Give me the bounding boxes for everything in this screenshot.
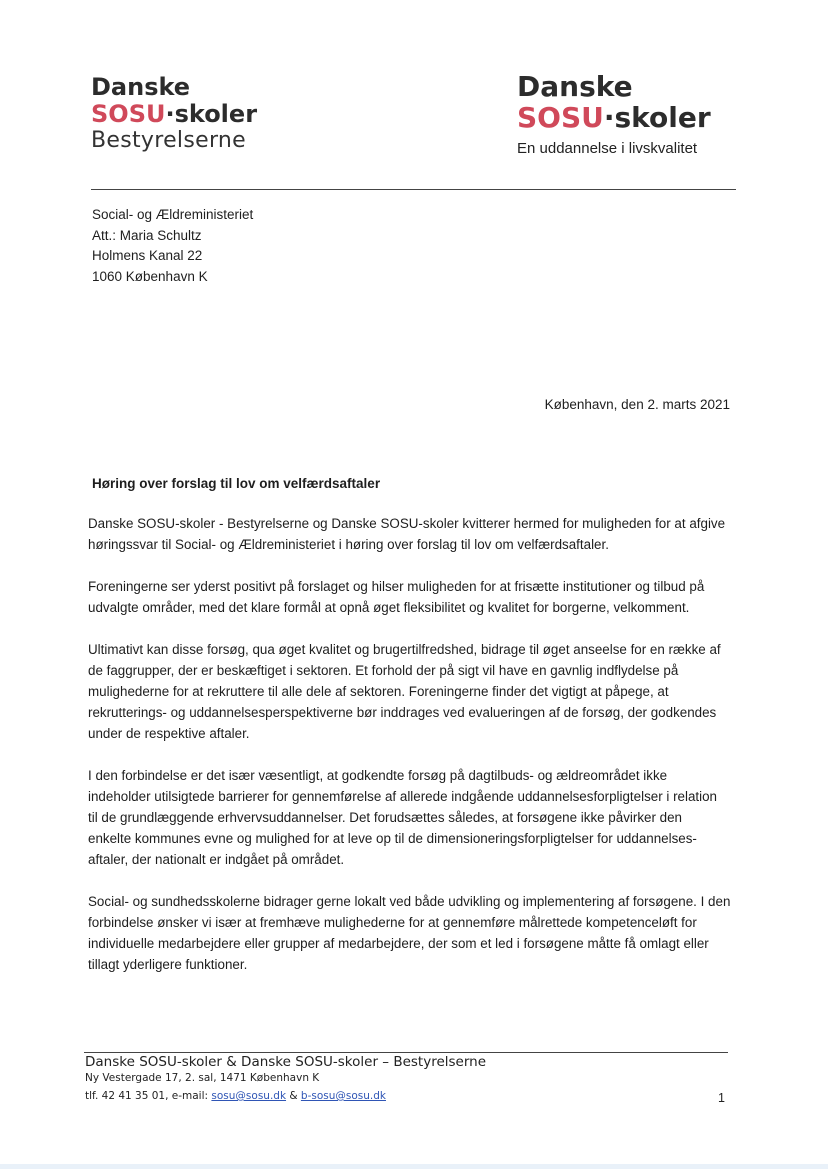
body-line: Danske SOSU-skoler - Bestyrelserne og Danske SOSU-skoler kvitterer hermed for muligheden for at afgive — [88, 516, 726, 531]
letter-date: København, den 2. marts 2021 — [544, 397, 730, 412]
paragraph — [88, 576, 738, 618]
footer-phone: tlf. 42 41 35 01, e-mail: — [85, 1090, 212, 1102]
logo-left-line2 — [91, 102, 257, 126]
footer-street: Ny Vestergade 17, 2. sal, 1471 København K — [85, 1072, 320, 1084]
body-line: aftaler, der nationalt er indgået på området. — [88, 852, 345, 867]
recipient-address — [92, 205, 253, 287]
header-divider — [91, 189, 736, 190]
body-line: enkelte kommunes evne og mulighed for at leve op til de dimensioneringsforpligtelser for uddannelses- — [88, 831, 697, 846]
footer-amp: & — [286, 1090, 301, 1102]
logo-right-line1: Danske — [517, 70, 633, 103]
logo-left-skoler: skoler — [174, 100, 258, 128]
body-line: I den forbindelse er det især væsentligt, at godkendte forsøg på dagtilbuds- og ældreområdet ikke — [88, 768, 668, 783]
paragraph — [88, 639, 738, 744]
body-line: under de respektive aftaler. — [88, 726, 250, 741]
logo-danske-sosu-skoler — [517, 70, 711, 157]
email-link-b-sosu[interactable]: b-sosu@sosu.dk — [300, 1090, 386, 1102]
body-line: mulighederne for at rekruttere til alle dele af sektoren. Foreningerne finder det vigtigt at påpege, at — [88, 684, 669, 699]
body-line: forbindelse ønsker vi især at fremhæve mulighederne for at gennemføre målrettede kompetenceløft for — [88, 915, 697, 930]
footer-contact — [85, 1090, 735, 1102]
email-link-sosu[interactable]: sosu@sosu.dk — [211, 1090, 287, 1102]
logo-left-line1: Danske — [91, 73, 191, 101]
body-line: indeholder utilsigtede barrierer for gennemførelse af allerede indgående uddannelsesforpligtelser i relation — [88, 789, 718, 804]
logo-right-tagline: En uddannelse i livskvalitet — [517, 140, 698, 157]
body-line: Ultimativt kan disse forsøg, qua øget kvalitet og brugertilfredshed, bidrage til øget anseelse for en række af — [88, 642, 721, 657]
logo-left-line3: Bestyrelserne — [91, 128, 246, 153]
body-line: individuelle medarbejdere eller grupper af medarbejdere, der som et led i forsøgene måtte få omlagt eller — [88, 936, 709, 951]
footer-org: Danske SOSU-skoler & Danske SOSU-skoler – Bestyrelserne — [85, 1054, 487, 1070]
letter-subject: Høring over forslag til lov om velfærdsaftaler — [92, 476, 381, 491]
body-line: til de grundlæggende erhvervsuddannelser. Det forudsættes således, at forsøgene ikke påvirker den — [88, 810, 682, 825]
paragraph — [88, 765, 738, 870]
recipient-line: Holmens Kanal 22 — [92, 248, 203, 263]
body-line: høringssvar til Social- og Ældreministeriet i høring over forslag til lov om velfærdsaftaler. — [88, 537, 609, 552]
logo-right-dot: · — [603, 101, 615, 134]
logo-bestyrelserne — [91, 75, 257, 152]
footer — [85, 1053, 735, 1102]
recipient-line: Social- og Ældreministeriet — [92, 207, 254, 222]
logo-right-sosu: SOSU — [517, 101, 604, 134]
body-line: de faggrupper, der er beskæftiget i sektoren. Et forhold der på sigt vil have en gavnlig indflydelse på — [88, 663, 679, 678]
logo-right-skoler: skoler — [614, 101, 711, 134]
body-line: Foreningerne ser yderst positivt på forslaget og hilser muligheden for at frisætte institutioner og tilbud på — [88, 579, 705, 594]
logo-left-dot: · — [165, 100, 175, 128]
paragraph — [88, 891, 738, 975]
paragraph — [88, 513, 738, 555]
body-line: rekrutterings- og uddannelsesperspektiverne bør inddrages ved evalueringen af de forsøg, der godkendes — [88, 705, 717, 720]
page-number: 1 — [718, 1091, 725, 1105]
body-line: udvalgte områder, med det klare formål at opnå øget fleksibilitet og kvalitet for borgerne, velkomment. — [88, 600, 690, 615]
logo-left-sosu: SOSU — [91, 100, 166, 128]
logo-right-line2 — [517, 101, 711, 134]
scan-edge — [0, 1164, 828, 1169]
recipient-line: 1060 København K — [92, 268, 208, 284]
recipient-line: Att.: Maria Schultz — [92, 227, 202, 243]
letter-body — [88, 513, 738, 996]
body-line: Social- og sundhedsskolerne bidrager gerne lokalt ved både udvikling og implementering af forsøgene. I den — [88, 894, 731, 909]
body-line: tillagt yderligere funktioner. — [88, 957, 248, 972]
